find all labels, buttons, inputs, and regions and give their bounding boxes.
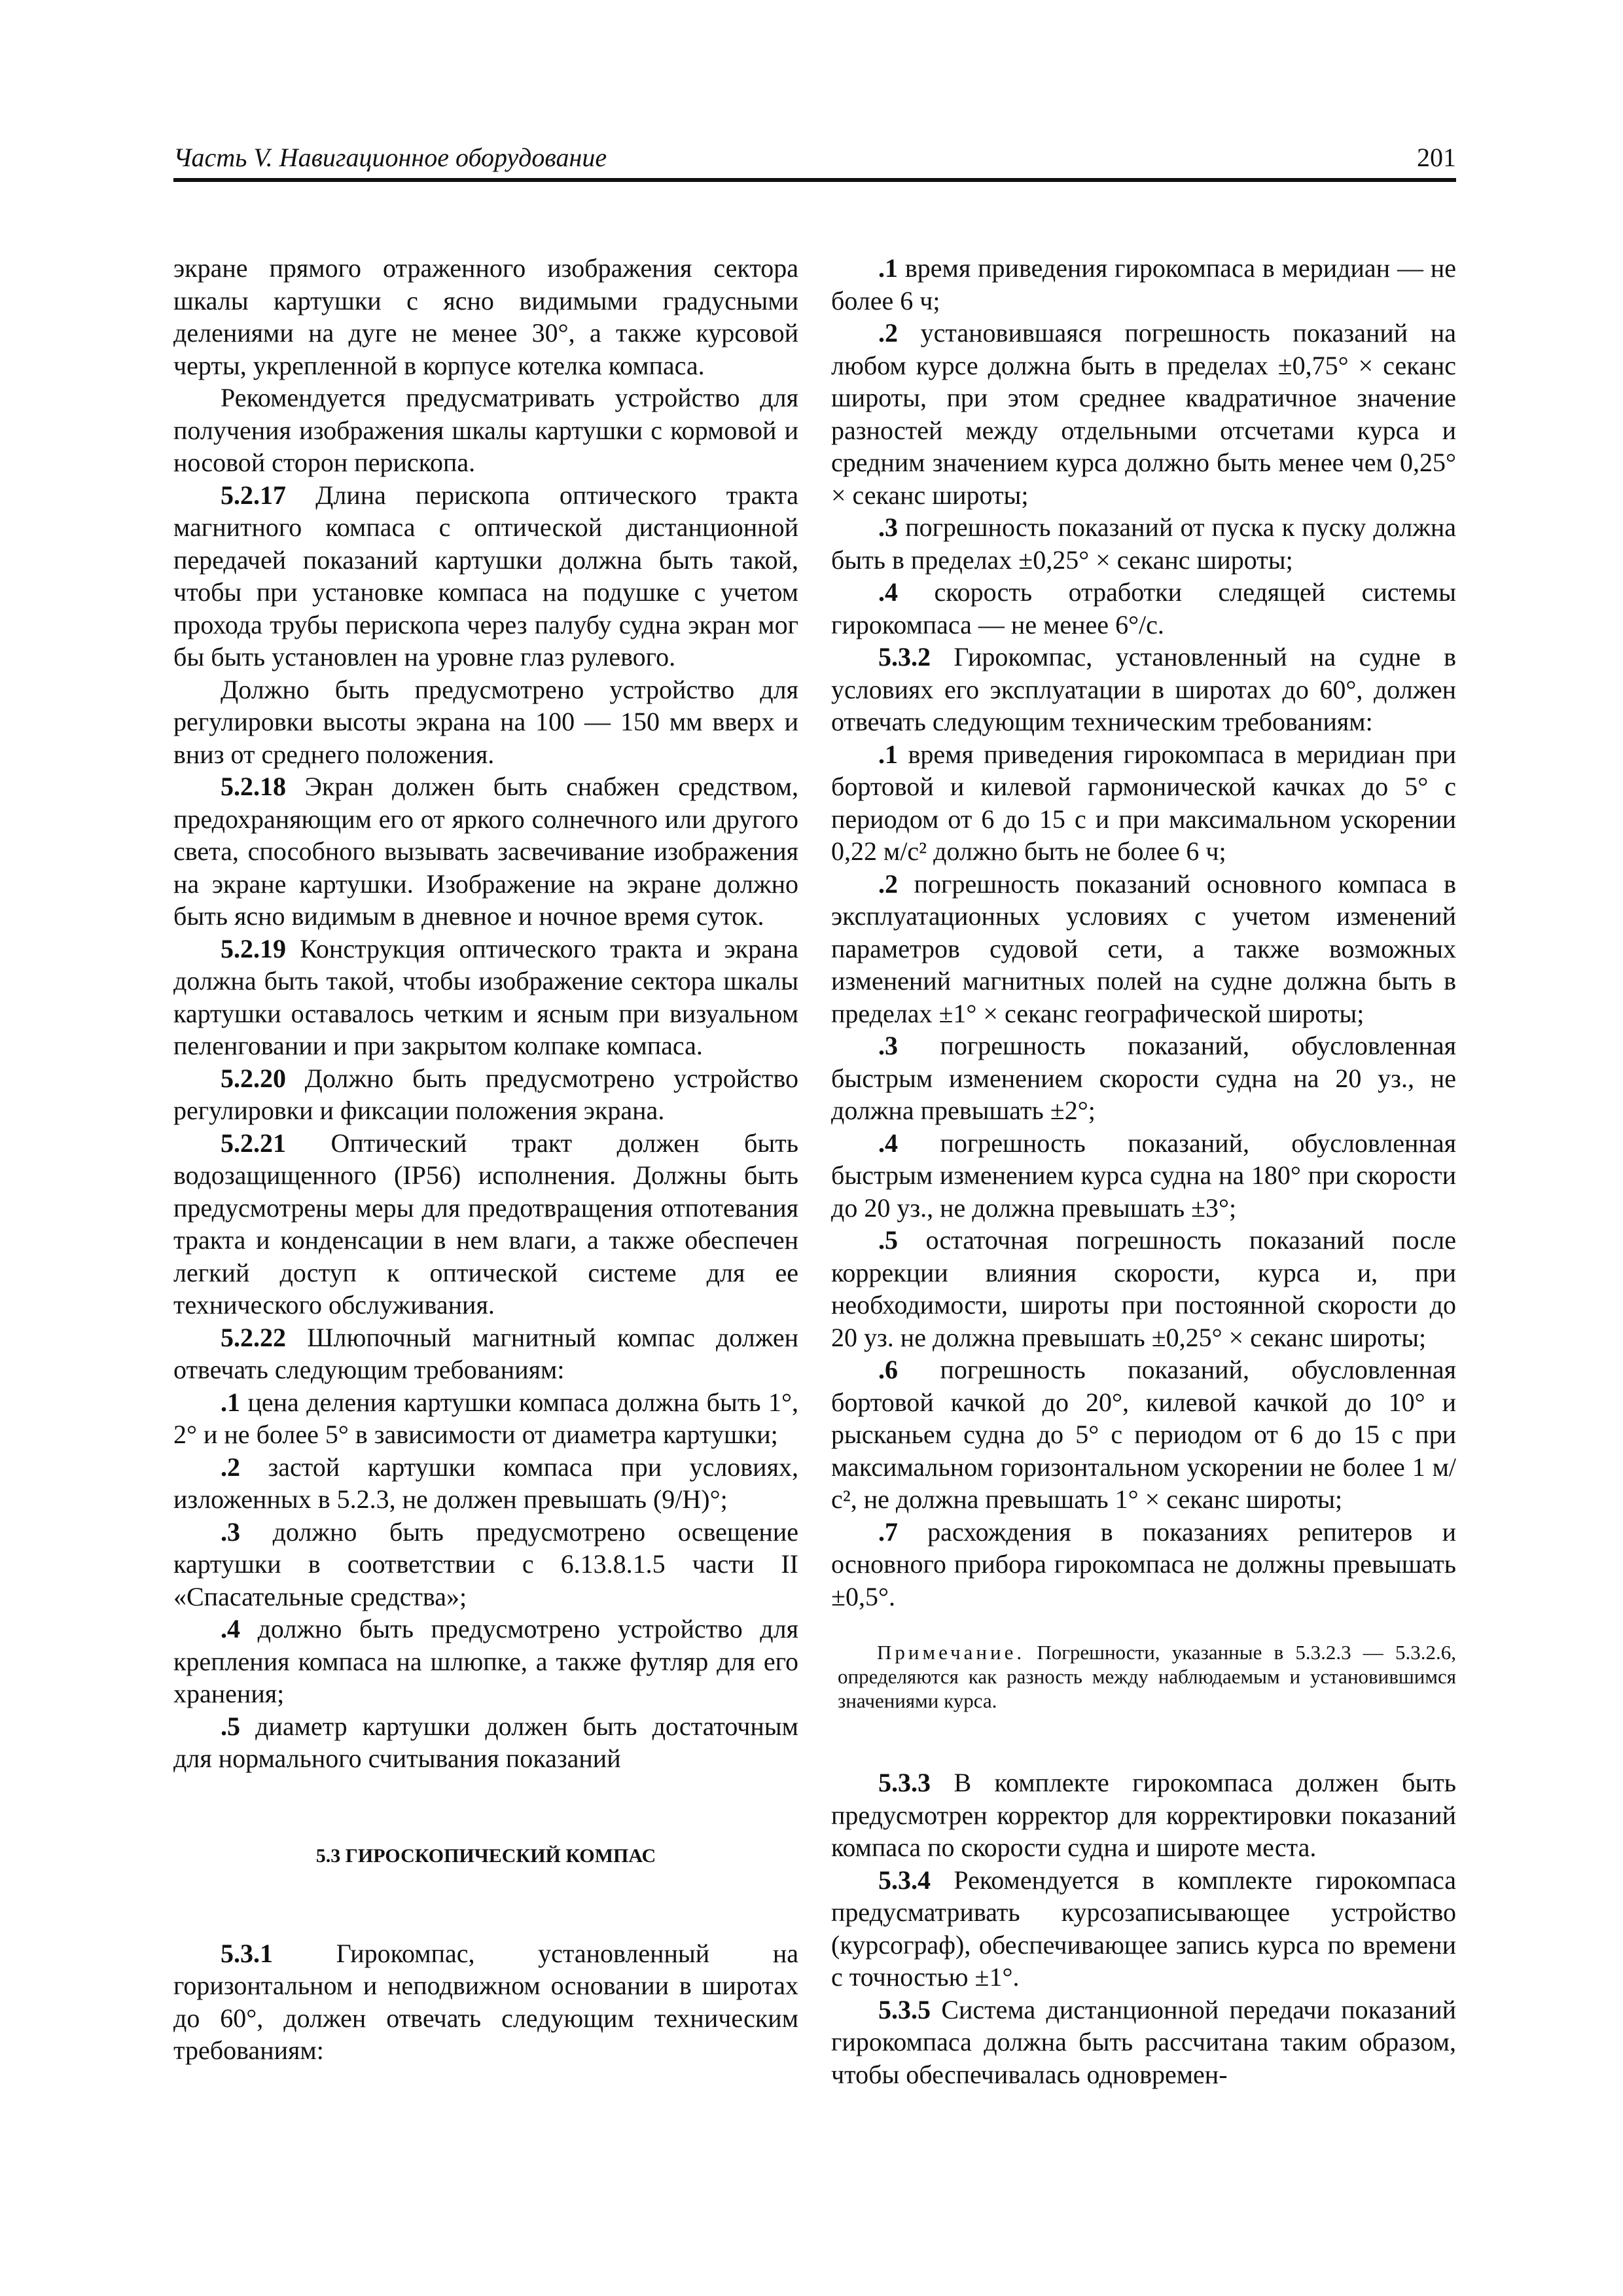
clause-5-2-21: 5.2.21 Оптический тракт должен быть водозащищенного (IP56) исполнения. Должны быть предусмотрены меры для предотвращения отпотевания тракта и конденсации в нем влаги, а также обеспечен легкий доступ к оптической системе для ее технического обслуживания. — [173, 1128, 798, 1319]
list-item: .4 погрешность показаний, обусловленная быстрым изменением курса судна на 180° при скорости до 20 уз., не должна превышать ±3°; — [831, 1128, 1456, 1223]
clause-5-2-20: 5.2.20 Должно быть предусмотрено устройство регулировки и фиксации положения экрана. — [173, 1063, 799, 1125]
note-text: Погрешности, указанные в 5.3.2.3 — 5.3.2.6, определяются как разность между наблюдаемым и установившимся значениями курса. — [838, 1641, 1456, 1712]
clause-5-3-2: 5.3.2 Гирокомпас, установленный на судне в условиях его эксплуатации в широтах до 60°, должен отвечать следующим техническим требованиям: — [831, 642, 1456, 736]
clause-5-2-17: 5.2.17 Длина перископа оптического тракта магнитного компаса с оптической дистанционной передачей показаний картушки должна быть такой, чтобы при установке компаса на подушке с учетом прохода трубы перископа через палубу судна экран мог бы быть установлен на уровне глаз рулевого. — [173, 480, 798, 672]
clause-5-2-22: 5.2.22 Шлюпочный магнитный компас должен отвечать следующим требованиям: — [173, 1322, 798, 1384]
page-number: 201 — [1417, 143, 1456, 172]
clause-5-3-1: 5.3.1 Гирокомпас, установленный на горизонтальном и неподвижном основании в широтах до 60°, должен отвечать следующим техническим требованиям: — [173, 1938, 798, 2065]
note — [831, 1640, 1456, 1713]
clause-5-3-3: 5.3.3 В комплекте гирокомпаса должен быть предусмотрен корректор для корректировки показаний компаса по скорости судна и широте места. — [831, 1768, 1456, 1862]
list-item: .1 время приведения гирокомпаса в меридиан — не более 6 ч; — [831, 253, 1457, 315]
list-item: .5 диаметр картушки должен быть достаточным для нормального считывания показаний — [173, 1711, 798, 1773]
section-heading: 5.3 ГИРОСКОПИЧЕСКИЙ КОМПАС — [315, 1844, 656, 1867]
right-column — [831, 252, 1456, 2090]
paragraph: Рекомендуется предусматривать устройство для получения изображения шкалы картушки с кормовой и носовой сторон перископа. — [173, 383, 798, 477]
list-item: .2 погрешность показаний основного компаса в эксплуатационных условиях с учетом изменений параметров судовой сети, а также возможных изменений магнитных полей на судне должна быть в пределах ±1° × секанс географической широты; — [831, 869, 1456, 1028]
left-column — [173, 252, 798, 2067]
list-item: .5 остаточная погрешность показаний после коррекции влияния скорости, курса и, при необходимости, широты при постоянной скорости до 20 уз. не должна превышать ±0,25° × секанс широты; — [831, 1225, 1456, 1352]
list-item: .3 погрешность показаний, обусловленная быстрым изменением скорости судна на 20 уз., не должна превышать ±2°; — [831, 1031, 1456, 1125]
page-header — [173, 137, 1456, 182]
paragraph: экране прямого отраженного изображения сектора шкалы картушки с ясно видимыми градусными делениями на дуге не менее 30°, а также курсовой черты, укрепленной в корпусе котелка компаса. — [173, 253, 798, 380]
list-item: .3 должно быть предусмотрено освещение картушки в соответствии с 6.13.8.1.5 части II «Спасательные средства»; — [173, 1516, 798, 1611]
list-item: .1 цена деления картушки компаса должна быть 1°, 2° и не более 5° в зависимости от диаметра картушки; — [173, 1387, 799, 1449]
list-item: .3 погрешность показаний от пуска к пуску должна быть в пределах ±0,25° × секанс широты; — [831, 512, 1457, 575]
list-item: .6 погрешность показаний, обусловленная бортовой качкой до 20°, килевой качкой до 10° и рысканьем судна до 5° с периодом от 6 до 15 с при максимальном горизонтальном ускорении не более 1 м/с², не должна превышать 1° × секанс широты; — [831, 1355, 1456, 1514]
note-label: Примечание. — [877, 1641, 1026, 1664]
clause-5-3-5: 5.3.5 Система дистанционной передачи показаний гирокомпаса должна быть рассчитана таким образом, чтобы обеспечивалась одновремен- — [831, 1994, 1457, 2089]
list-item: .4 должно быть предусмотрено устройство для крепления компаса на шлюпке, а также футляр для его хранения; — [173, 1614, 798, 1708]
clause-5-2-18: 5.2.18 Экран должен быть снабжен средством, предохраняющим его от яркого солнечного или другого света, способного вызывать засвечивание изображения на экране картушки. Изображение на экране должно быть ясно видимым в дневное и ночное время суток. — [173, 772, 798, 931]
clause-5-3-4: 5.3.4 Рекомендуется в комплекте гирокомпаса предусматривать курсозаписывающее устройство (курсограф), обеспечивающее запись курса по времени с точностью ±1°. — [831, 1865, 1456, 1992]
list-item: .2 застой картушки компаса при условиях, изложенных в 5.2.3, не должен превышать (9/H)°; — [173, 1452, 798, 1514]
list-item: .1 время приведения гирокомпаса в меридиан при бортовой и килевой гармонической качках до 5° с периодом от 6 до 15 с и при максимальном ускорении 0,22 м/с² должно быть не более 6 ч; — [831, 739, 1456, 866]
paragraph: Должно быть предусмотрено устройство для регулировки высоты экрана на 100 — 150 мм вверх и вниз от среднего положения. — [173, 674, 798, 769]
list-item: .4 скорость отработки следящей системы гирокомпаса — не менее 6°/с. — [831, 577, 1456, 639]
list-item: .7 расхождения в показаниях репитеров и основного прибора гирокомпаса не должны превышать ±0,5°. — [831, 1516, 1456, 1611]
running-title: Часть V. Навигационное оборудование — [173, 143, 607, 172]
clause-5-2-19: 5.2.19 Конструкция оптического тракта и экрана должна быть такой, чтобы изображение сектора шкалы картушки оставалось четким и ясным при визуальном пеленговании и при закрытом колпаке компаса. — [173, 933, 799, 1060]
list-item: .2 установившаяся погрешность показаний на любом курсе должна быть в пределах ±0,75° × секанс широты, при этом среднее квадратичное значение разностей между отдельными отсчетами курса и средним значением курса должно быть менее чем 0,25° × секанс широты; — [831, 318, 1456, 510]
